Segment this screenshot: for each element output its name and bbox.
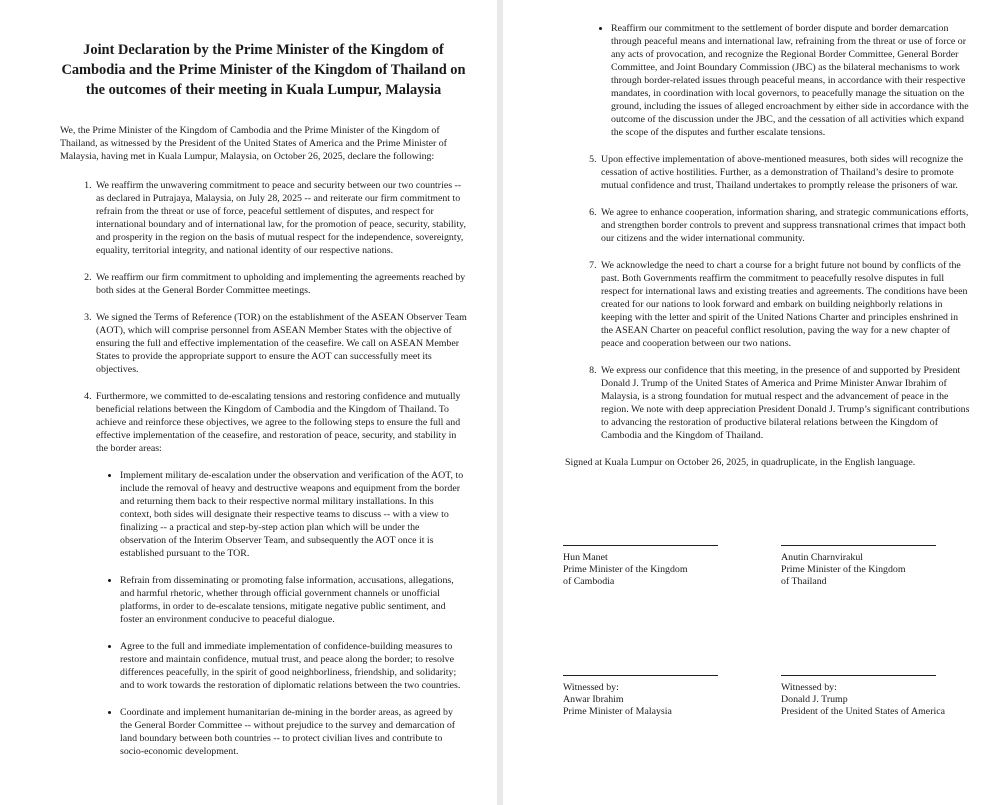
list-item-text: Furthermore, we committed to de-escalating tensions and restoring confidence and mutually beneficial relations between the Kingdom of Cambodia and the Kingdom of Thailand. To achieve and reinforce these objectives, we agree to the following steps to ensure the full and effective implementation of the ceasefire, and restoration of peace, security, and stability in the border areas: — [96, 391, 461, 454]
list-item: 2. We reaffirm our firm commitment to upholding and implementing the agreements reached by both sides at the General Border Committee meetings. — [94, 271, 467, 297]
signatory-name: Anwar Ibrahim — [563, 694, 624, 705]
list-item: 3. We signed the Terms of Reference (TOR) on the establishment of the ASEAN Observer Team (AOT), which will comprise personnel from ASEAN Member States with the objective of ensuring the full and effective implementation of the ceasefire. We call on ASEAN Member States to provide the appropriate support to ensure the AOT can successfully meet its objectives. — [94, 311, 467, 376]
bullet-item: • Refrain from disseminating or promoting false information, accusations, allegations, and harmful rhetoric, whether through official government channels or unofficial platforms, in order to de-escalate tensions, mitigate negative public sentiment, and foster an environment conducive to peaceful dialogue. — [120, 574, 467, 626]
bullet-item: • Reaffirm our commitment to the settlement of border dispute and border demarcation through peaceful means and international law, refraining from the threat or use of force or any acts of provocation, and recognize the Regional Border Committee, General Border Committee, and Joint Boundary Commission (JBC) as the bilateral mechanisms to work through border-related issues through peaceful means, in accordance with their respective mandates, in coordination with local governors, to peacefully manage the situation on the ground, including the issues of alleged encroachment by either side in accordance with the outcome of the discussion under the JBC, and the cessation of all activities which expand the scope of the disputes and further escalate tensions. — [611, 22, 970, 139]
bullet-item: • Agree to the full and immediate implementation of confidence-building measures to restore and maintain confidence, mutual trust, and peace along the border; to resolve differences peacefully, in the spirit of good neighborliness, friendship, and solidarity; and to work towards the restoration of diplomatic relations between the two countries. — [120, 640, 467, 692]
signatory-title: Prime Minister of Malaysia — [563, 706, 672, 717]
signatory-title: President of the United States of America — [781, 706, 945, 717]
list-item — [94, 390, 467, 758]
numbered-list — [60, 179, 467, 758]
signatory-name: Hun Manet — [563, 552, 608, 563]
bullet-item: • Implement military de-escalation under the observation and verification of the AOT, to include the removal of heavy and destructive weapons and equipment from the border and returning them back to their respective normal military installations. In this context, both sides will designate their respective teams to discuss -- with a view to finalizing -- a practical and step-by-step action plan which will be under the observation of the Interim Observer Team, and subsequently the AOT once it is established pursuant to the TOR. — [120, 469, 467, 560]
signature-line — [781, 675, 936, 676]
signature-line — [563, 675, 718, 676]
list-item: 1. We reaffirm the unwavering commitment to peace and security between our two countries -- as declared in Putrajaya, Malaysia, on July 28, 2025 -- and reiterate our firm commitment to refrain from the threat or use of force, peaceful settlement of disputes, and respect for international boundary and of international law, for the promotion of peace, security, stability, and prosperity in the region on the basis of mutual respect for the independence, sovereignty, equality, territorial integrity, and national identity of our respective nations. — [94, 179, 467, 257]
bullet-list — [96, 469, 467, 758]
list-item: 8. We express our confidence that this meeting, in the presence of and supported by President Donald J. Trump of the United States of America and Prime Minister Anwar Ibrahim of Malaysia, is a strong foundation for mutual respect and the advancement of peace in the region. We note with deep appreciation President Donald J. Trump’s significant contributions to advancing the restoration of productive bilateral relations between the Kingdom of Cambodia and the Kingdom of Thailand. — [599, 364, 970, 442]
list-item: 7. We acknowledge the need to chart a course for a bright future not bound by conflicts of the past. Both Governments reaffirm the commitment to peacefully resolve disputes in full respect for international laws and existing treaties and agreements. The conditions have been created for our nations to look forward and embark on building neighborly relations in keeping with the letter and spirit of the United Nations Charter and principles enshrined in the ASEAN Charter on peaceful conflict resolution, paving the way for a new chapter of peace and cooperation between our two nations. — [599, 259, 970, 350]
signatory-name: Anutin Charnvirakul — [781, 552, 864, 563]
signature-block-witness-usa — [781, 675, 961, 718]
witness-label: Witnessed by: — [563, 682, 619, 693]
signing-statement: Signed at Kuala Lumpur on October 26, 2025, in quadruplicate, in the English language. — [565, 457, 916, 468]
signatory-title: Prime Minister of the Kingdom — [781, 564, 906, 575]
signature-block-cambodia — [563, 545, 718, 588]
preamble: We, the Prime Minister of the Kingdom of Cambodia and the Prime Minister of the Kingdom of Thailand, as witnessed by the President of the United States of America and the Prime Minister of Malaysia, having met in Kuala Lumpur, Malaysia, on October 26, 2025, declare the following: — [60, 125, 447, 162]
signatory-title: Prime Minister of the Kingdom — [563, 564, 688, 575]
numbered-list-continued — [565, 153, 970, 442]
list-item: 5. Upon effective implementation of above-mentioned measures, both sides will recognize the cessation of active hostilities. Further, as a demonstration of Thailand’s desire to promote mutual confidence and trust, Thailand undertakes to promptly release the prisoners of war. — [599, 153, 970, 192]
signature-line — [563, 545, 718, 546]
signatory-title: of Cambodia — [563, 576, 615, 587]
bullet-list-continued — [565, 22, 970, 139]
bullet-item: • Coordinate and implement humanitarian de-mining in the border areas, as agreed by the General Border Committee -- without prejudice to the survey and demarcation of land boundary between both countries -- to protect civilian lives and contribute to socio-economic development. — [120, 706, 467, 758]
list-item: 6. We agree to enhance cooperation, information sharing, and strategic communications efforts, and strengthen border controls to prevent and suppress transnational crimes that impact both our citizens and the wider international community. — [599, 206, 970, 245]
witness-label: Witnessed by: — [781, 682, 837, 693]
signatory-name: Donald J. Trump — [781, 694, 848, 705]
page-left — [0, 0, 497, 805]
document-title: Joint Declaration by the Prime Minister of the Kingdom of Cambodia and the Prime Minister of the Kingdom of Thailand on the outcomes of their meeting in Kuala Lumpur, Malaysia — [61, 42, 466, 98]
signatory-title: of Thailand — [781, 576, 827, 587]
signature-line — [781, 545, 936, 546]
signature-block-witness-malaysia — [563, 675, 718, 718]
signature-block-thailand — [781, 545, 936, 588]
